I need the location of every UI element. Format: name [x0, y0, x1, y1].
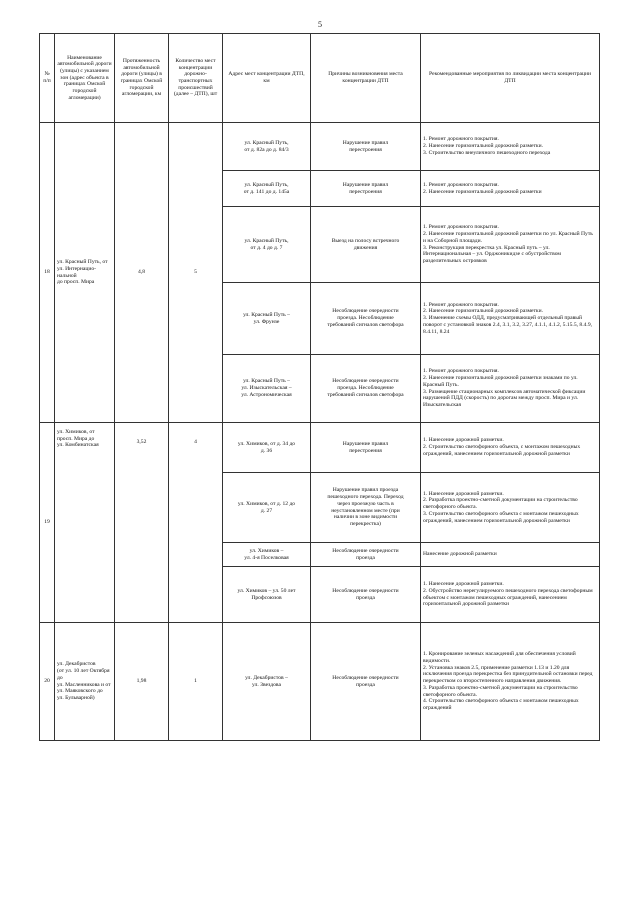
dtp-measures: 1. Нанесение дорожной разметки. 2. Строительство светофорного объекта, с монтажом пешеходных ограждений, нанесением горизонтальной дорожной разметки: [421, 423, 600, 473]
header-num: № п/п: [40, 34, 55, 123]
dtp-measures: 1. Кронирование зеленых насаждений для обеспечения условий видимости. 2. Установка знаков 2.5, применение разметки 1.13 и 1.20 для исключения проезда перекрестка без принудительной остановки перед перекрестком со второстепенного направления движения. 3. Разработка проектно-сметной документации на строительство светофорного объекта. 4. Строительство светофорного объекта с монтажом пешеходных ограждений: [421, 623, 600, 741]
dtp-reason: Несоблюдение очередности проезда. Несоблюдение требований сигналов светофора: [311, 355, 421, 423]
table-row: [40, 123, 600, 171]
dtp-address: ул. Химиков, от д. 12 до д. 27: [223, 473, 311, 543]
table-row: [40, 623, 600, 741]
road-name: ул. Красный Путь, от ул. Интернацио- нальной до просп. Мира: [55, 123, 115, 423]
dtp-address: ул. Красный Путь, от д. 4 до д. 7: [223, 207, 311, 283]
dtp-count: 5: [169, 123, 223, 423]
dtp-measures: 1. Нанесение дорожной разметки. 2. Обустройство нерегулируемого пешеходного перехода светофорным объектом с монтажом пешеходных ограждений, нанесением горизонтальной дорожной разметки: [421, 567, 600, 623]
dtp-count: 1: [169, 623, 223, 741]
road-name: ул. Декабристов (от ул. 10 лет Октября до ул. Масленникова и от ул. Маяковского до ул. Бульварной): [55, 623, 115, 741]
dtp-reason: Нарушение правил перестроения: [311, 171, 421, 207]
dtp-count: 4: [169, 423, 223, 623]
dtp-measures: 1. Ремонт дорожного покрытия. 2. Нанесение горизонтальной дорожной разметки. 3. Изменение схемы ОДД, предусматривающей отдельный правый поворот с установкой знаков 2.4, 3.1, 3.2, 3.27, 4.1.1, 4.1.2, 5.15.5, 8.4.9, 8.4.11, 8.24: [421, 283, 600, 355]
road-length: 3,52: [115, 423, 169, 623]
dtp-reason: Нарушение правил проезда пешеходного перехода. Переход через проезжую часть в неустановленном месте (при наличии в зоне видимости перекрестка): [311, 473, 421, 543]
dtp-measures: 1. Ремонт дорожного покрытия. 2. Нанесение горизонтальной дорожной разметки. 3. Строительство внеуличного пешеходного перехода: [421, 123, 600, 171]
dtp-address: ул. Красный Путь – ул. Фрунзе: [223, 283, 311, 355]
road-length: 4,8: [115, 123, 169, 423]
dtp-address: ул. Химиков – ул. 4-я Поселковая: [223, 543, 311, 567]
dtp-measures: 1. Ремонт дорожного покрытия. 2. Нанесение горизонтальной дорожной разметки: [421, 171, 600, 207]
road-name: ул. Химиков, от просп. Мира до ул. Комбинатская: [55, 423, 115, 623]
dtp-concentration-table: [39, 33, 600, 741]
group-num: 19: [40, 423, 55, 623]
group-num: 20: [40, 623, 55, 741]
dtp-reason: Выезд на полосу встречного движения: [311, 207, 421, 283]
dtp-measures: 1. Нанесение дорожной разметки. 2. Разработка проектно-сметной документации на строительство светофорного объекта. 3. Строительство светофорного объекта с монтажом пешеходных ограждений, нанесением горизонтальной дорожной разметки: [421, 473, 600, 543]
dtp-measures: Нанесение дорожной разметки: [421, 543, 600, 567]
dtp-reason: Несоблюдение очередности проезда: [311, 543, 421, 567]
header-row: [40, 34, 600, 123]
dtp-address: ул. Красный Путь, от д. 141 до д. 145а: [223, 171, 311, 207]
dtp-measures: 1. Ремонт дорожного покрытия. 2. Нанесение горизонтальной дорожной разметки знаками по ул. Красный Путь. 3. Размещение стационарных комплексов автоматической фиксации нарушений ПДД (скорость) по дорогам между просп. Мира и ул. Изыскательская: [421, 355, 600, 423]
dtp-address: ул. Химиков – ул. 50 лет Профсоюзов: [223, 567, 311, 623]
page-number: 5: [318, 20, 322, 29]
header-road-name: Наименование автомобильной дороги (улицы) с указанием зон (адрес объекта в границах Омской городской агломерации): [55, 34, 115, 123]
dtp-reason: Несоблюдение очередности проезда. Несоблюдение требований сигналов светофора: [311, 283, 421, 355]
header-address: Адрес мест концентрации ДТП, км: [223, 34, 311, 123]
header-count: Количество мест концентрации дорожно-транспортных происшествий (далее – ДТП), шт: [169, 34, 223, 123]
group-num: 18: [40, 123, 55, 423]
dtp-reason: Нарушение правил перестроения: [311, 423, 421, 473]
road-length: 1,98: [115, 623, 169, 741]
header-reasons: Причины возникновения места концентрации ДТП: [311, 34, 421, 123]
dtp-reason: Несоблюдение очередности проезда: [311, 567, 421, 623]
dtp-address: ул. Химиков, от д. 34 до д. 36: [223, 423, 311, 473]
header-measures: Рекомендованные мероприятия по ликвидации места концентрации ДТП: [421, 34, 600, 123]
dtp-reason: Нарушение правил перестроения: [311, 123, 421, 171]
dtp-measures: 1. Ремонт дорожного покрытия. 2. Нанесение горизонтальной дорожной разметки по ул. Красный Путь и на Соборной площади. 3. Реконструкция перекрестка ул. Красный путь – ул. Интернациональная – ул. Орджоникидзе с обустройством разделительных островков: [421, 207, 600, 283]
dtp-address: ул. Красный Путь – ул. Изыскательская – ул. Астрономическая: [223, 355, 311, 423]
dtp-reason: Несоблюдение очередности проезда: [311, 623, 421, 741]
header-length: Протяженность автомобильной дороги (улицы) в границах Омской городской агломерации, км: [115, 34, 169, 123]
dtp-address: ул. Декабристов – ул. Звездова: [223, 623, 311, 741]
dtp-address: ул. Красный Путь, от д. 82а до д. 84/3: [223, 123, 311, 171]
table-row: [40, 423, 600, 473]
